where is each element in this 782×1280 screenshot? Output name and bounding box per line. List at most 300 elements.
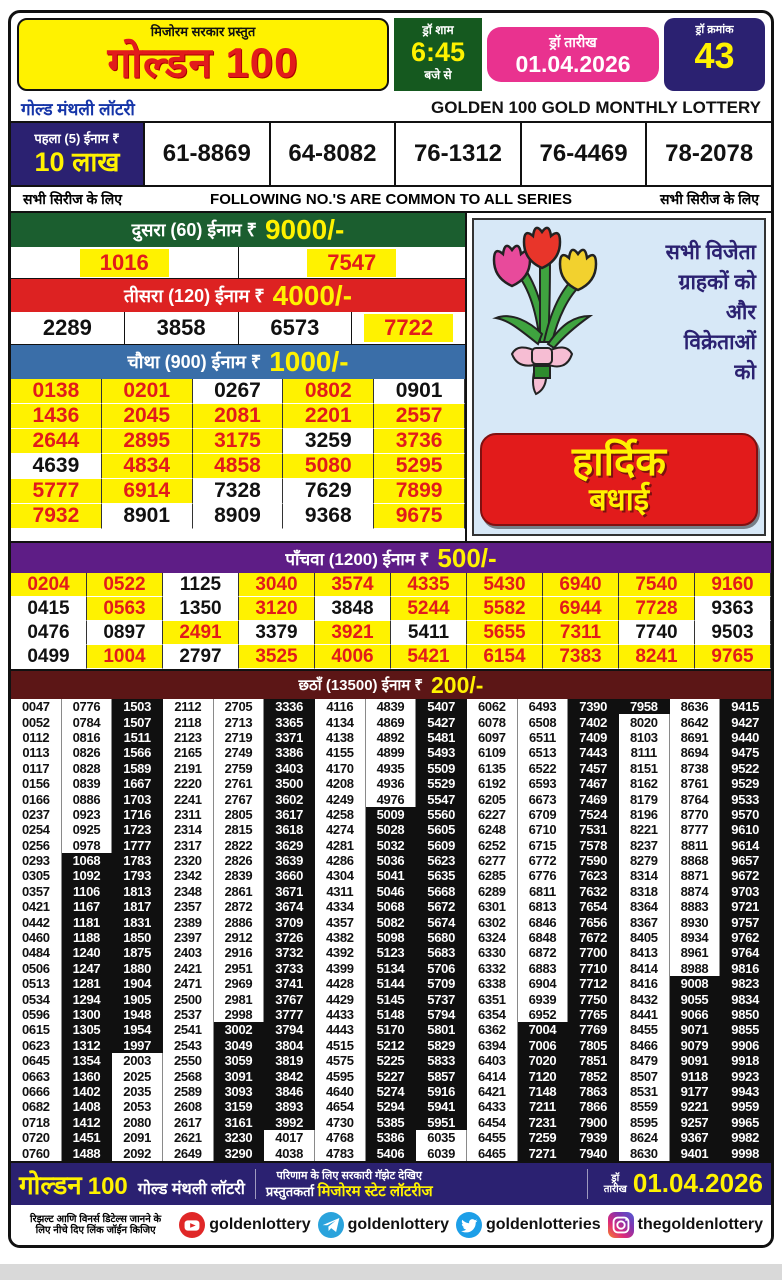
sixth-prize-number: 8479 — [619, 1053, 670, 1068]
sixth-prize-number: 6715 — [518, 838, 569, 853]
sixth-prize-number: 2220 — [163, 776, 214, 791]
sixth-prize-number: 0925 — [62, 822, 113, 837]
subtitle-english: GOLDEN 100 GOLD MONTHLY LOTTERY — [431, 98, 761, 117]
sixth-prize-number: 6811 — [518, 884, 569, 899]
fifth-prize-number: 5244 — [391, 597, 467, 621]
fifth-prize-header — [11, 541, 771, 573]
sixth-prize-number: 6513 — [518, 745, 569, 760]
sixth-prize-number: 8761 — [670, 776, 721, 791]
sixth-prize-number: 6332 — [467, 961, 518, 976]
sixth-prize-number: 7402 — [568, 714, 619, 729]
sixth-prize-number: 2839 — [214, 868, 265, 883]
sixth-prize-number: 6039 — [416, 1145, 467, 1160]
sixth-prize-number: 2003 — [112, 1053, 163, 1068]
sixth-prize-number: 7632 — [568, 884, 619, 899]
sixth-prize-number: 1247 — [62, 961, 113, 976]
fifth-prize-number: 9363 — [695, 597, 771, 621]
sixth-prize-number: 3804 — [264, 1038, 315, 1053]
sixth-prize-number: 9850 — [720, 1007, 771, 1022]
sixth-prize-number: 4429 — [315, 991, 366, 1006]
sixth-prize-number: 0978 — [62, 838, 113, 853]
sixth-prize-number: 6508 — [518, 714, 569, 729]
sixth-prize-number: 0776 — [62, 699, 113, 714]
sixth-prize-number: 6227 — [467, 807, 518, 822]
sixth-prize-number: 8636 — [670, 699, 721, 714]
sixth-prize-number: 5709 — [416, 976, 467, 991]
sixth-prize-number: 5941 — [416, 1099, 467, 1114]
sixth-prize-number: 9906 — [720, 1038, 771, 1053]
sixth-prize-number: 2421 — [163, 961, 214, 976]
sixth-prize-number: 0112 — [11, 730, 62, 745]
sixth-prize-number: 2621 — [163, 1130, 214, 1145]
sixth-prize-number: 5951 — [416, 1115, 467, 1130]
sixth-prize-number: 9998 — [720, 1145, 771, 1160]
sixth-prize-number: 5009 — [366, 807, 417, 822]
sixth-prize-number: 7443 — [568, 745, 619, 760]
third-prize-number: 6573 — [270, 315, 320, 340]
fifth-prize-number: 3040 — [239, 573, 315, 597]
winner-message-line: को — [734, 361, 756, 384]
fourth-prize-grid — [11, 379, 465, 529]
sixth-prize-number: 3002 — [214, 1022, 265, 1037]
winner-panel-top — [478, 224, 760, 402]
sixth-prize-number: 8811 — [670, 838, 721, 853]
sixth-prize-number: 6421 — [467, 1084, 518, 1099]
footer-date-label-line1: ड्रॉ — [611, 1172, 620, 1184]
sixth-prize-number: 2822 — [214, 838, 265, 853]
sixth-prize-number: 1954 — [112, 1022, 163, 1037]
fifth-prize-number: 8241 — [619, 645, 695, 669]
winner-message-line: ग्राहकों को — [678, 271, 756, 294]
sixth-prize-number: 5674 — [416, 914, 467, 929]
sixth-prize-number: 8441 — [619, 1007, 670, 1022]
sixth-prize-number: 5406 — [366, 1145, 417, 1160]
sixth-prize-number: 2053 — [112, 1099, 163, 1114]
sixth-prize-number: 9855 — [720, 1022, 771, 1037]
sixth-prize-number: 4138 — [315, 730, 366, 745]
sixth-prize-number: 1412 — [62, 1115, 113, 1130]
sixth-prize-number: 7457 — [568, 761, 619, 776]
fourth-prize-number: 7899 — [374, 479, 465, 504]
sixth-prize-number: 2471 — [163, 976, 214, 991]
footer-date-label — [604, 1173, 627, 1195]
sixth-prize-number: 5148 — [366, 1007, 417, 1022]
sixth-prize-number: 2759 — [214, 761, 265, 776]
fifth-prize-number: 5411 — [391, 621, 467, 645]
sixth-prize-number: 2608 — [163, 1099, 214, 1114]
sixth-prize-number: 2403 — [163, 945, 214, 960]
sixth-prize-number: 5560 — [416, 807, 467, 822]
fourth-prize-number: 8909 — [193, 504, 284, 529]
third-prize-cell — [11, 312, 125, 344]
sixth-prize-number: 6192 — [467, 776, 518, 791]
sixth-prize-number: 6772 — [518, 853, 569, 868]
sixth-prize-number: 6493 — [518, 699, 569, 714]
sixth-prize-number: 2568 — [163, 1068, 214, 1083]
third-prize-number: 3858 — [156, 315, 206, 340]
sixth-prize-number: 9672 — [720, 868, 771, 883]
sixth-prize-number: 4281 — [315, 838, 366, 853]
sixth-prize-number: 9923 — [720, 1068, 771, 1083]
sixth-prize-number: 5274 — [366, 1084, 417, 1099]
fourth-prize-number: 1436 — [11, 404, 102, 429]
sixth-prize-number: 4976 — [366, 791, 417, 806]
subtitle-hindi: गोल्ड मंथली लॉटरी — [21, 99, 135, 119]
sixth-prize-number: 9614 — [720, 838, 771, 853]
sixth-prize-number: 7006 — [518, 1038, 569, 1053]
sixth-prize-number: 1240 — [62, 945, 113, 960]
fourth-prize-header — [11, 345, 465, 379]
fifth-prize-number: 9503 — [695, 621, 771, 645]
social-item-telegram[interactable] — [318, 1212, 449, 1238]
sixth-prize-number: 3660 — [264, 868, 315, 883]
sixth-prize-number: 0254 — [11, 822, 62, 837]
sixth-prize-number: 4038 — [264, 1145, 315, 1160]
social-item-twitter[interactable] — [456, 1212, 601, 1238]
sixth-prize-number: 0237 — [11, 807, 62, 822]
sixth-prize-number: 1281 — [62, 976, 113, 991]
sixth-prize-number: 8103 — [619, 730, 670, 745]
sixth-prize-number: 5857 — [416, 1068, 467, 1083]
sixth-prize-number: 7866 — [568, 1099, 619, 1114]
sixth-prize-number: 4311 — [315, 884, 366, 899]
sixth-prize-number: 0156 — [11, 776, 62, 791]
first-prize-amount: 10 लाख — [34, 147, 120, 177]
sixth-prize-number: 5668 — [416, 884, 467, 899]
third-prize-number: 7722 — [364, 314, 453, 342]
twitter-handle[interactable]: goldenlotteries — [485, 1215, 601, 1233]
sixth-prize-number: 5041 — [366, 868, 417, 883]
sixth-prize-number: 5623 — [416, 853, 467, 868]
sixth-prize-number: 1716 — [112, 807, 163, 822]
sixth-prize-number: 1997 — [112, 1038, 163, 1053]
fifth-prize-number: 3848 — [315, 597, 391, 621]
fourth-prize-amount: 1000/- — [269, 346, 349, 377]
sub-header — [11, 95, 771, 123]
page-bottom-strip — [0, 1264, 782, 1280]
sixth-prize-number: 7004 — [518, 1022, 569, 1037]
sixth-prize-number: 2815 — [214, 822, 265, 837]
sixth-prize-number: 0826 — [62, 745, 113, 760]
sixth-prize-number: 2713 — [214, 714, 265, 729]
sixth-prize-number: 8221 — [619, 822, 670, 837]
sixth-prize-number: 6277 — [467, 853, 518, 868]
third-prize-cell — [352, 312, 465, 344]
social-item-youtube[interactable] — [179, 1212, 310, 1238]
sixth-prize-number: 2241 — [163, 791, 214, 806]
sixth-prize-number: 1181 — [62, 914, 113, 929]
sixth-prize-number: 6433 — [467, 1099, 518, 1114]
sixth-prize-number: 7656 — [568, 914, 619, 929]
sixth-prize-number: 7863 — [568, 1084, 619, 1099]
social-item-instagram[interactable] — [608, 1212, 763, 1238]
sixth-prize-number: 9118 — [670, 1068, 721, 1083]
sixth-prize-number: 4155 — [315, 745, 366, 760]
fourth-prize-number: 2895 — [102, 429, 193, 454]
fifth-prize-number: 5430 — [467, 573, 543, 597]
sixth-prize-number: 9959 — [720, 1099, 771, 1114]
sixth-prize-number: 7851 — [568, 1053, 619, 1068]
sixth-prize-number: 2719 — [214, 730, 265, 745]
fifth-prize-number: 3379 — [239, 621, 315, 645]
sixth-prize-number: 9529 — [720, 776, 771, 791]
third-prize-header — [11, 279, 465, 312]
sixth-prize-number: 5068 — [366, 899, 417, 914]
footer-presenter-note — [266, 1184, 433, 1199]
sixth-prize-number: 9415 — [720, 699, 771, 714]
fourth-prize-number: 6914 — [102, 479, 193, 504]
sixth-prize-number: 7700 — [568, 945, 619, 960]
fifth-prize-number: 9765 — [695, 645, 771, 669]
fifth-prize-number: 0499 — [11, 645, 87, 669]
sixth-prize-number: 6330 — [467, 945, 518, 960]
sixth-prize-number: 3500 — [264, 776, 315, 791]
fourth-prize-number: 2201 — [283, 404, 374, 429]
sixth-prize-number: 2912 — [214, 930, 265, 945]
sixth-prize-number: 2826 — [214, 853, 265, 868]
sixth-prize-number: 4640 — [315, 1084, 366, 1099]
sixth-prize-number: 4428 — [315, 976, 366, 991]
sixth-prize-number: 6673 — [518, 791, 569, 806]
sixth-prize-number: 2389 — [163, 914, 214, 929]
fifth-prize-number: 7383 — [543, 645, 619, 669]
fifth-prize-number: 1004 — [87, 645, 163, 669]
fifth-prize-number: 7311 — [543, 621, 619, 645]
sixth-prize-number: 1875 — [112, 945, 163, 960]
instagram-handle[interactable]: thegoldenlottery — [637, 1215, 763, 1233]
flower-bouquet-image — [478, 224, 606, 402]
sixth-prize-number: 4783 — [315, 1145, 366, 1160]
fourth-prize-number: 2045 — [102, 404, 193, 429]
sixth-prize-number: 5833 — [416, 1053, 467, 1068]
fifth-prize-number: 4335 — [391, 573, 467, 597]
sixth-prize-number: 7271 — [518, 1145, 569, 1160]
sixth-prize-number: 6454 — [467, 1115, 518, 1130]
sixth-prize-number: 7654 — [568, 899, 619, 914]
sixth-prize-number: 4899 — [366, 745, 417, 760]
first-prize-row — [11, 123, 771, 187]
third-prize-number: 2289 — [42, 315, 92, 340]
fourth-prize-number: 2081 — [193, 404, 284, 429]
sixth-prize-number: 1300 — [62, 1007, 113, 1022]
sixth-prize-number: 2320 — [163, 853, 214, 868]
sixth-prize-number: 5635 — [416, 868, 467, 883]
sixth-prize-number: 5794 — [416, 1007, 467, 1022]
sixth-prize-number: 3629 — [264, 838, 315, 853]
sixth-prize-number: 2035 — [112, 1084, 163, 1099]
sixth-prize-number: 8642 — [670, 714, 721, 729]
sixth-prize-number: 0534 — [11, 991, 62, 1006]
sixth-prize-number: 0839 — [62, 776, 113, 791]
sixth-prize-number: 9475 — [720, 745, 771, 760]
sixth-prize-number: 3842 — [264, 1068, 315, 1083]
fifth-prize-number: 0522 — [87, 573, 163, 597]
sixth-prize-number: 0682 — [11, 1099, 62, 1114]
sixth-prize-number: 8559 — [619, 1099, 670, 1114]
sixth-prize-number: 9823 — [720, 976, 771, 991]
footer-brand-subtitle: गोल्ड मंथली लॉटरी — [137, 1180, 245, 1198]
fourth-prize-number: 5777 — [11, 479, 102, 504]
fifth-prize-number: 7728 — [619, 597, 695, 621]
sixth-prize-number: 7409 — [568, 730, 619, 745]
sixth-prize-number: 5680 — [416, 930, 467, 945]
middle-section — [11, 213, 771, 541]
social-note — [19, 1214, 172, 1236]
sixth-prize-number: 6205 — [467, 791, 518, 806]
fourth-prize-number: 5295 — [374, 454, 465, 479]
first-prize-label — [11, 123, 143, 185]
sixth-prize-number: 3617 — [264, 807, 315, 822]
draw-time-label: ड्रॉ शाम — [422, 23, 454, 37]
sixth-prize-number: 5212 — [366, 1038, 417, 1053]
fifth-prize-grid — [11, 573, 771, 671]
footer-brand-number: 100 — [87, 1172, 128, 1200]
first-prize-number: 64-8082 — [269, 123, 395, 185]
sixth-prize-number: 1068 — [62, 853, 113, 868]
sixth-prize-number: 9079 — [670, 1038, 721, 1053]
sixth-prize-number: 2537 — [163, 1007, 214, 1022]
sixth-prize-number: 9657 — [720, 853, 771, 868]
sixth-prize-number: 0421 — [11, 899, 62, 914]
draw-time-value: 6:45 — [410, 37, 466, 67]
sixth-prize-number: 2951 — [214, 961, 265, 976]
sixth-prize-number: 2317 — [163, 838, 214, 853]
sixth-prize-number: 9055 — [670, 991, 721, 1006]
sixth-prize-number: 6846 — [518, 914, 569, 929]
sixth-prize-number: 4357 — [315, 914, 366, 929]
sixth-prize-number: 8595 — [619, 1115, 670, 1130]
telegram-handle[interactable]: goldenlottery — [347, 1215, 449, 1233]
sixth-prize-number: 1294 — [62, 991, 113, 1006]
youtube-icon — [179, 1212, 205, 1238]
sixth-prize-number: 9943 — [720, 1084, 771, 1099]
sixth-prize-number: 5529 — [416, 776, 467, 791]
sixth-prize-number: 7390 — [568, 699, 619, 714]
sixth-prize-number: 9427 — [720, 714, 771, 729]
footer-date — [577, 1168, 763, 1199]
sixth-prize-number: 9440 — [720, 730, 771, 745]
sixth-prize-number: 2397 — [163, 930, 214, 945]
winner-message-line: विक्रेताओं — [683, 331, 756, 354]
sixth-prize-number: 5737 — [416, 991, 467, 1006]
sixth-prize-number: 4382 — [315, 930, 366, 945]
fifth-prize-number: 7540 — [619, 573, 695, 597]
sixth-prize-number: 6302 — [467, 914, 518, 929]
sixth-prize-number: 6394 — [467, 1038, 518, 1053]
sixth-prize-number: 2025 — [112, 1068, 163, 1083]
common-note-right: सभी सिरीज के लिए — [659, 190, 759, 207]
sixth-prize-number: 3726 — [264, 930, 315, 945]
sixth-prize-number: 5407 — [416, 699, 467, 714]
sixth-prize-number: 0663 — [11, 1068, 62, 1083]
sixth-prize-number: 3741 — [264, 976, 315, 991]
sixth-prize-number: 1783 — [112, 853, 163, 868]
sixth-prize-number: 3365 — [264, 714, 315, 729]
sixth-prize-number: 7120 — [518, 1068, 569, 1083]
sixth-prize-number: 2091 — [112, 1130, 163, 1145]
sixth-prize-number: 1905 — [112, 991, 163, 1006]
fifth-prize-number: 0204 — [11, 573, 87, 597]
sixth-prize-amount: 200/- — [431, 671, 484, 698]
first-prize-number: 78-2078 — [645, 123, 771, 185]
sixth-prize-number: 3767 — [264, 991, 315, 1006]
sixth-prize-number: 9071 — [670, 1022, 721, 1037]
sixth-prize-number: 1813 — [112, 884, 163, 899]
sixth-prize-number: 0718 — [11, 1115, 62, 1130]
sixth-prize-number: 3093 — [214, 1084, 265, 1099]
sixth-prize-number: 3602 — [264, 791, 315, 806]
lottery-sheet — [8, 10, 774, 1248]
sixth-prize-number: 4334 — [315, 899, 366, 914]
sixth-prize-number: 4595 — [315, 1068, 366, 1083]
sixth-prize-number: 2348 — [163, 884, 214, 899]
second-prize-cell — [11, 247, 239, 278]
sixth-prize-number: 7211 — [518, 1099, 569, 1114]
sixth-prize-number: 0166 — [11, 791, 62, 806]
sixth-prize-number: 6035 — [416, 1130, 467, 1145]
footer-divider — [255, 1169, 256, 1199]
youtube-handle[interactable]: goldenlottery — [209, 1215, 311, 1233]
sixth-prize-number: 4392 — [315, 945, 366, 960]
sixth-prize-number: 4892 — [366, 730, 417, 745]
telegram-icon — [318, 1212, 344, 1238]
sixth-prize-number: 9816 — [720, 961, 771, 976]
sixth-prize-number: 8237 — [619, 838, 670, 853]
sixth-prize-number: 1566 — [112, 745, 163, 760]
sixth-prize-number: 6403 — [467, 1053, 518, 1068]
sixth-prize-number: 0886 — [62, 791, 113, 806]
sixth-prize-number: 8318 — [619, 884, 670, 899]
sixth-prize-number: 3290 — [214, 1145, 265, 1160]
title-box — [17, 18, 389, 91]
congratulations-box — [480, 433, 758, 526]
sixth-prize-number: 4768 — [315, 1130, 366, 1145]
fourth-prize-number: 4639 — [11, 454, 102, 479]
congratulations-line2: बधाई — [588, 482, 650, 517]
fourth-prize-number: 0138 — [11, 379, 102, 404]
sixth-prize-number: 8151 — [619, 761, 670, 776]
sixth-prize-number: 3159 — [214, 1099, 265, 1114]
fourth-prize-number: 7328 — [193, 479, 284, 504]
sixth-prize-number: 8874 — [670, 884, 721, 899]
sixth-prize-number: 5916 — [416, 1084, 467, 1099]
sixth-prize-number: 0506 — [11, 961, 62, 976]
sixth-prize-number: 4286 — [315, 853, 366, 868]
sixth-prize-number: 6301 — [467, 899, 518, 914]
sixth-prize-number: 8883 — [670, 899, 721, 914]
sixth-prize-number: 7958 — [619, 699, 670, 714]
sixth-prize-number: 8531 — [619, 1084, 670, 1099]
sixth-prize-number: 8694 — [670, 745, 721, 760]
third-prize-cell — [125, 312, 239, 344]
fourth-prize-number: 9368 — [283, 504, 374, 529]
fifth-prize-label: पाँचवा (1200) ईनाम ₹ — [285, 549, 430, 569]
sixth-prize-number: 4399 — [315, 961, 366, 976]
sixth-prize-number: 7672 — [568, 930, 619, 945]
sixth-prize-number: 3709 — [264, 914, 315, 929]
footer-brand — [19, 1166, 245, 1202]
sixth-prize-number: 6289 — [467, 884, 518, 899]
sixth-prize-number: 9570 — [720, 807, 771, 822]
sixth-prize-number: 6362 — [467, 1022, 518, 1037]
fourth-prize-number: 0201 — [102, 379, 193, 404]
draw-time-sub: बजे से — [424, 68, 452, 82]
sixth-prize-number: 6522 — [518, 761, 569, 776]
second-prize-number: 7547 — [307, 249, 396, 277]
sixth-prize-number: 8413 — [619, 945, 670, 960]
sixth-prize-number: 1312 — [62, 1038, 113, 1053]
sixth-prize-number: 1488 — [62, 1145, 113, 1160]
